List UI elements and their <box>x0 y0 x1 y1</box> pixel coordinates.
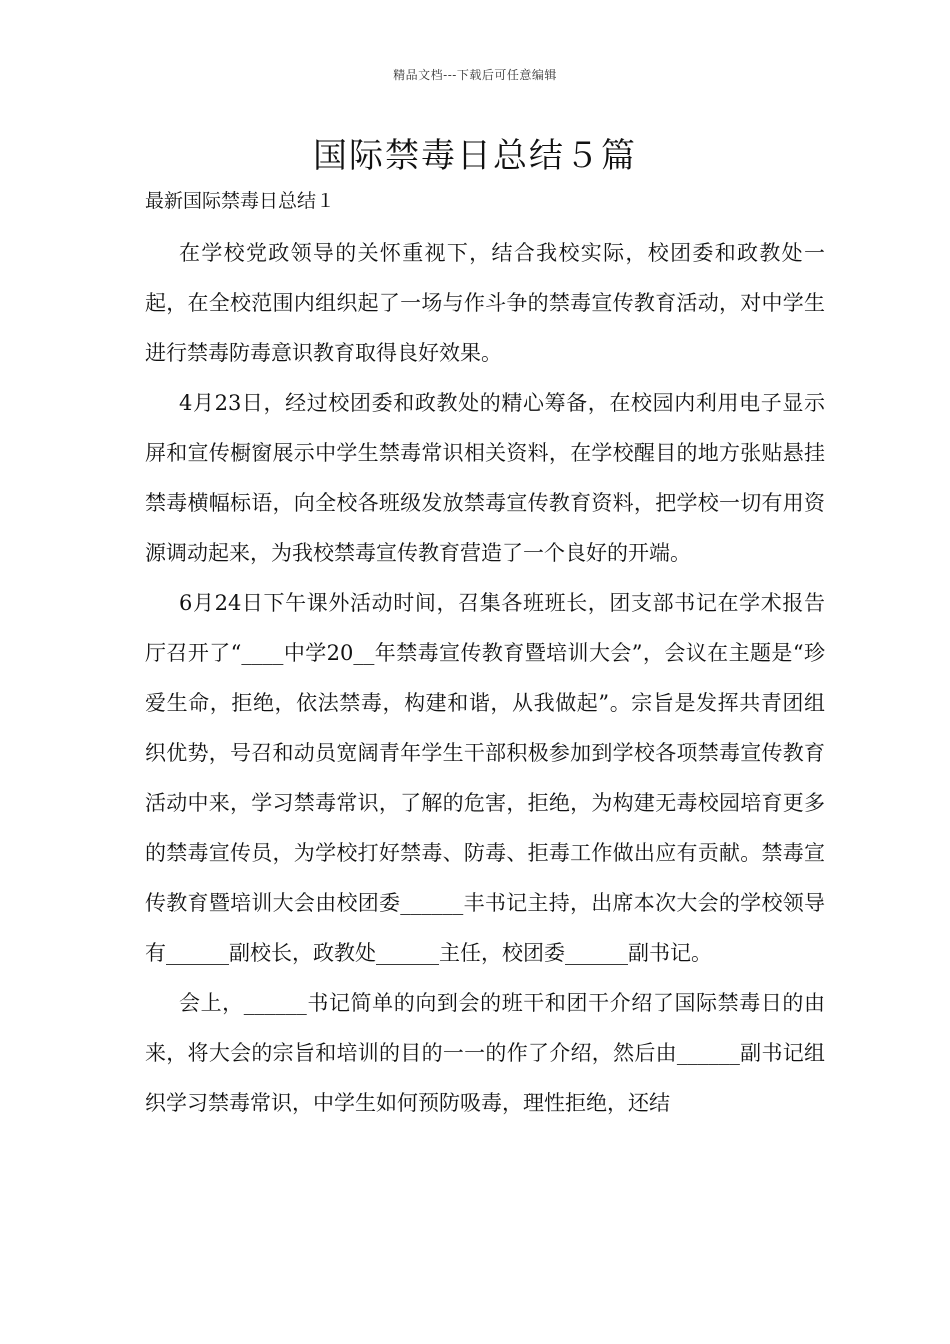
paragraph-2: 4月23日，经过校团委和政教处的精心筹备，在校园内利用电子显示屏和宣传橱窗展示中学生禁毒常识相关资料，在学校醒目的地方张贴悬挂禁毒横幅标语，向全校各班级发放禁毒宣传教育资料，把学校一切有用资源调动起来，为我校禁毒宣传教育营造了一个良好的开端。 <box>145 391 825 565</box>
paragraph-1: 在学校党政领导的关怀重视下，结合我校实际，校团委和政教处一起，在全校范围内组织起了一场与作斗争的禁毒宣传教育活动，对中学生进行禁毒防毒意识教育取得良好效果。 <box>145 241 825 365</box>
header-note: 精品文档---下载后可任意编辑 <box>393 68 557 82</box>
paragraph-3: 6月24日下午课外活动时间，召集各班班长，团支部书记在学术报告厅召开了“____中学20__年禁毒宣传教育暨培训大会”，会议在主题是“珍爱生命，拒绝，依法禁毒，构建和谐，从我做起”。宗旨是发挥共青团组织优势，号召和动员宽阔青年学生干部积极参加到学校各项禁毒宣传教育活动中来，学习禁毒常识，了解的危害，拒绝，为构建无毒校园培育更多的禁毒宣传员，为学校打好禁毒、防毒、拒毒工作做出应有贡献。禁毒宣传教育暨培训大会由校团委______丰书记主持，出席本次大会的学校领导有______副校长，政教处______主任，校团委______副书记。 <box>145 591 825 965</box>
section-subtitle: 最新国际禁毒日总结１ <box>145 190 336 212</box>
document-title: 国际禁毒日总结５篇 <box>313 136 637 176</box>
paragraph-4: 会上，______书记简单的向到会的班干和团干介绍了国际禁毒日的由来，将大会的宗旨和培训的目的一一的作了介绍，然后由______副书记组织学习禁毒常识，中学生如何预防吸毒，理性拒绝，还结 <box>145 991 825 1115</box>
document-body <box>145 184 825 1128</box>
